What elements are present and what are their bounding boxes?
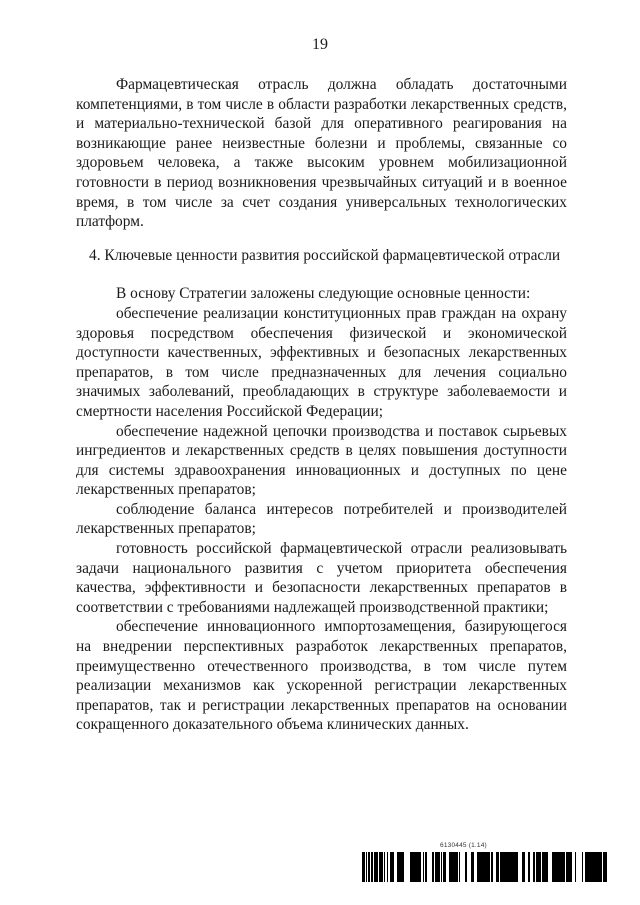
paragraph-pharma-competencies: Фармацевтическая отрасль должна обладать достаточными компетенциями, в том числе в области разработки лекарственных средств, и материально-технической базой для оперативного реагирования на возникающие ранее неизвестные болезни и проблемы, связанные со здоровьем человека, а также высоким уровнем мобилизационной готовности в период возникновения чрезвычайных ситуаций и в военное время, в том числе за счет создания универсальных технологических платформ.	[76, 76, 567, 231]
document-body	[76, 75, 567, 735]
document-code: 6130445 (1.14)	[440, 842, 487, 849]
paragraph-value-health-rights: обеспечение реализации конституционных прав граждан на охрану здоровья посредством обеспечения физической и экономической доступности качественных, эффективных и безопасных лекарственных препаратов, в том числе предназначенных для лечения социально значимых заболеваний, преобладающих в структуре заболеваемости и смертности населения Российской Федерации;	[76, 304, 567, 420]
section-heading-key-values: 4. Ключевые ценности развития российской фармацевтической отрасли	[89, 246, 561, 264]
paragraph-strategy-intro: В основу Стратегии заложены следующие основные ценности:	[116, 285, 531, 303]
barcode-icon	[362, 852, 607, 882]
paragraph-value-balance-interests: соблюдение баланса интересов потребителей и производителей лекарственных препаратов;	[76, 500, 567, 538]
paragraph-value-readiness: готовность российской фармацевтической отрасли реализовывать задачи национального развития с учетом приоритета обеспечения качества, эффективности и безопасности лекарственных препаратов в соответствии с требованиями надлежащей производственной практики;	[76, 540, 567, 616]
paragraph-value-import-substitution: обеспечение инновационного импортозамещения, базирующегося на внедрении перспективных разработок лекарственных препаратов, преимущественно отечественного производства, в том числе путем реализации механизмов как ускоренной регистрации лекарственных препаратов, так и регистрации лекарственных препаратов на основании сокращенного доказательного объема клинических данных.	[76, 618, 567, 734]
page-number: 19	[312, 36, 328, 53]
paragraph-value-supply-chain: обеспечение надежной цепочки производства и поставок сырьевых ингредиентов и лекарственных средств в целях повышения доступности для системы здравоохранения инновационных и доступных по цене лекарственных препаратов;	[76, 422, 567, 499]
